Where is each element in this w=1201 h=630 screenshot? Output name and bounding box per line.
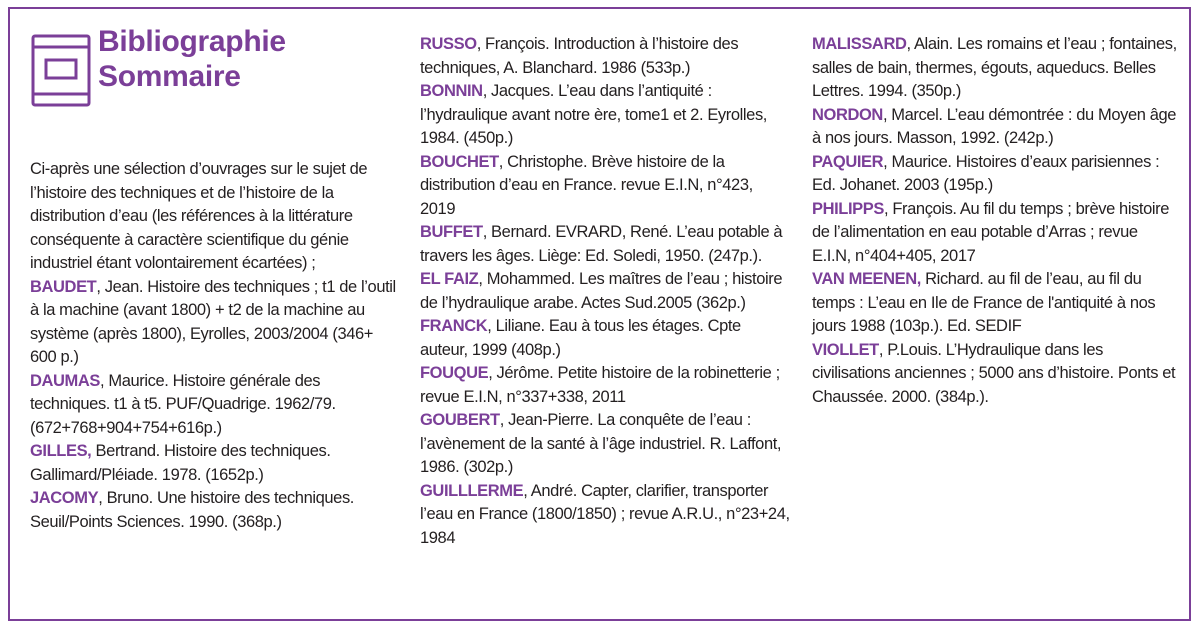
- entry-author: FRANCK: [420, 317, 488, 335]
- bibliography-entry: [812, 339, 1180, 410]
- bibliography-entry: [420, 315, 792, 362]
- bibliography-entry: [30, 487, 398, 534]
- entry-author: PAQUIER: [812, 152, 884, 171]
- entry-author: VIOLLET: [812, 340, 879, 359]
- bibliography-entry: [812, 33, 1180, 104]
- entry-details: , Jérôme. Petite histoire de la robinetterie ; revue E.I.N, n°337+338, 2011: [420, 364, 780, 406]
- entry-author: RUSSO: [420, 35, 477, 53]
- entry-details: , Maurice. Histoires d’eaux parisiennes : Ed. Johanet. 2003 (195p.): [812, 152, 1160, 194]
- entry-author: JACOMY: [30, 489, 99, 507]
- bibliography-entry: [420, 33, 792, 80]
- bibliography-list-2: [420, 33, 792, 550]
- entry-details: , Bernard. EVRARD, René. L’eau potable à travers les âges. Liège: Ed. Soledi, 1950. (247p.).: [420, 223, 783, 265]
- entry-details: , Jean. Histoire des techniques ; t1 de l’outil à la machine (avant 1800) + t2 de la machine au système (après 1800), Eyrolles, 2003/2004 (346+ 600 p.): [30, 277, 396, 366]
- bibliography-entry: [30, 440, 398, 487]
- intro-text: Ci-après une sélection d’ouvrages sur le sujet de l’histoire des techniques et de l’histoire de la distribution d’eau (les références à la littérature conséquente à caractère scientifique du génie industriel étant volontairement écartées) ;: [30, 160, 368, 272]
- bibliography-entry: [420, 362, 792, 409]
- page-title: [98, 24, 286, 94]
- bibliography-list-1: [30, 276, 398, 535]
- column-2: [420, 33, 792, 550]
- entry-details: , Jacques. L’eau dans l’antiquité : l’hydraulique avant notre ère, tome1 et 2. Eyrolles, 1984. (450p.): [420, 82, 767, 147]
- entry-author: VAN MEENEN,: [812, 270, 921, 288]
- column-1: [30, 158, 398, 534]
- book-icon: [30, 33, 92, 108]
- entry-author: PHILIPPS: [812, 199, 884, 218]
- entry-details: , Liliane. Eau à tous les étages. Cpte auteur, 1999 (408p.): [420, 317, 741, 359]
- entry-author: FOUQUE: [420, 364, 489, 382]
- title-line-1: Bibliographie: [98, 25, 286, 58]
- entry-details: , P.Louis. L’Hydraulique dans les civilisations anciennes ; 5000 ans d’histoire. Ponts et Chaussée. 2000. (384p.).: [812, 340, 1176, 406]
- entry-details: , Alain. Les romains et l’eau ; fontaines, salles de bain, thermes, égouts, aqueducs. Belles Lettres. 1994. (350p.): [812, 35, 1177, 100]
- entry-author: EL FAIZ: [420, 270, 479, 288]
- entry-author: GOUBERT: [420, 411, 500, 429]
- bibliography-list-3: [812, 33, 1180, 409]
- entry-details: , Bruno. Une histoire des techniques. Seuil/Points Sciences. 1990. (368p.): [30, 489, 354, 531]
- bibliography-entry: [420, 268, 792, 315]
- entry-author: DAUMAS: [30, 371, 101, 390]
- bibliography-entry: [812, 151, 1180, 198]
- entry-details: Bertrand. Histoire des techniques. Gallimard/Pléiade. 1978. (1652p.): [30, 442, 331, 484]
- entry-author: GUILLLERME: [420, 481, 524, 500]
- column-3: [812, 33, 1180, 409]
- bibliography-entry: [420, 221, 792, 268]
- entry-details: , François. Introduction à l’histoire des techniques, A. Blanchard. 1986 (533p.): [420, 35, 739, 77]
- entry-details: Richard. au fil de l’eau, au fil du temps : L’eau en Ile de France de l'antiquité à nos jours 1988 (103p.). Ed. SEDIF: [812, 270, 1156, 335]
- entry-author: BONNIN: [420, 82, 483, 100]
- bibliography-entry: [812, 268, 1180, 339]
- bibliography-entry: [420, 80, 792, 151]
- entry-details: , Marcel. L’eau démontrée : du Moyen âge à nos jours. Masson, 1992. (242p.): [812, 105, 1177, 147]
- entry-details: , François. Au fil du temps ; brève histoire de l’alimentation en eau potable d’Arras ; revue E.I.N, n°404+405, 2017: [812, 199, 1170, 265]
- title-line-2: Sommaire: [98, 60, 241, 93]
- entry-author: BUFFET: [420, 223, 483, 241]
- entry-details: , Maurice. Histoire générale des techniques. t1 à t5. PUF/Quadrige. 1962/79. (672+768+904+754+616p.): [30, 371, 336, 437]
- entry-details: , Jean-Pierre. La conquête de l’eau : l’avènement de la santé à l’âge industriel. R. Laffont, 1986. (302p.): [420, 411, 782, 476]
- entry-author: NORDON: [812, 105, 883, 124]
- entry-author: BAUDET: [30, 277, 97, 296]
- entry-details: , Christophe. Brève histoire de la distribution d’eau en France. revue E.I.N, n°423, 2019: [420, 152, 753, 218]
- bibliography-entry: [30, 276, 398, 370]
- entry-details: , Mohammed. Les maîtres de l’eau ; histoire de l’hydraulique arabe. Actes Sud.2005 (362p.): [420, 270, 783, 312]
- bibliography-entry: [420, 480, 792, 551]
- entry-author: BOUCHET: [420, 152, 499, 171]
- bibliography-entry: [812, 104, 1180, 151]
- entry-author: MALISSARD: [812, 35, 907, 53]
- bibliography-entry: [30, 370, 398, 441]
- entry-author: GILLES,: [30, 442, 92, 460]
- bibliography-entry: [812, 198, 1180, 269]
- entry-details: , André. Capter, clarifier, transporter l’eau en France (1800/1850) ; revue A.R.U., n°23+24, 1984: [420, 481, 790, 547]
- bibliography-entry: [420, 151, 792, 222]
- bibliography-entry: [420, 409, 792, 480]
